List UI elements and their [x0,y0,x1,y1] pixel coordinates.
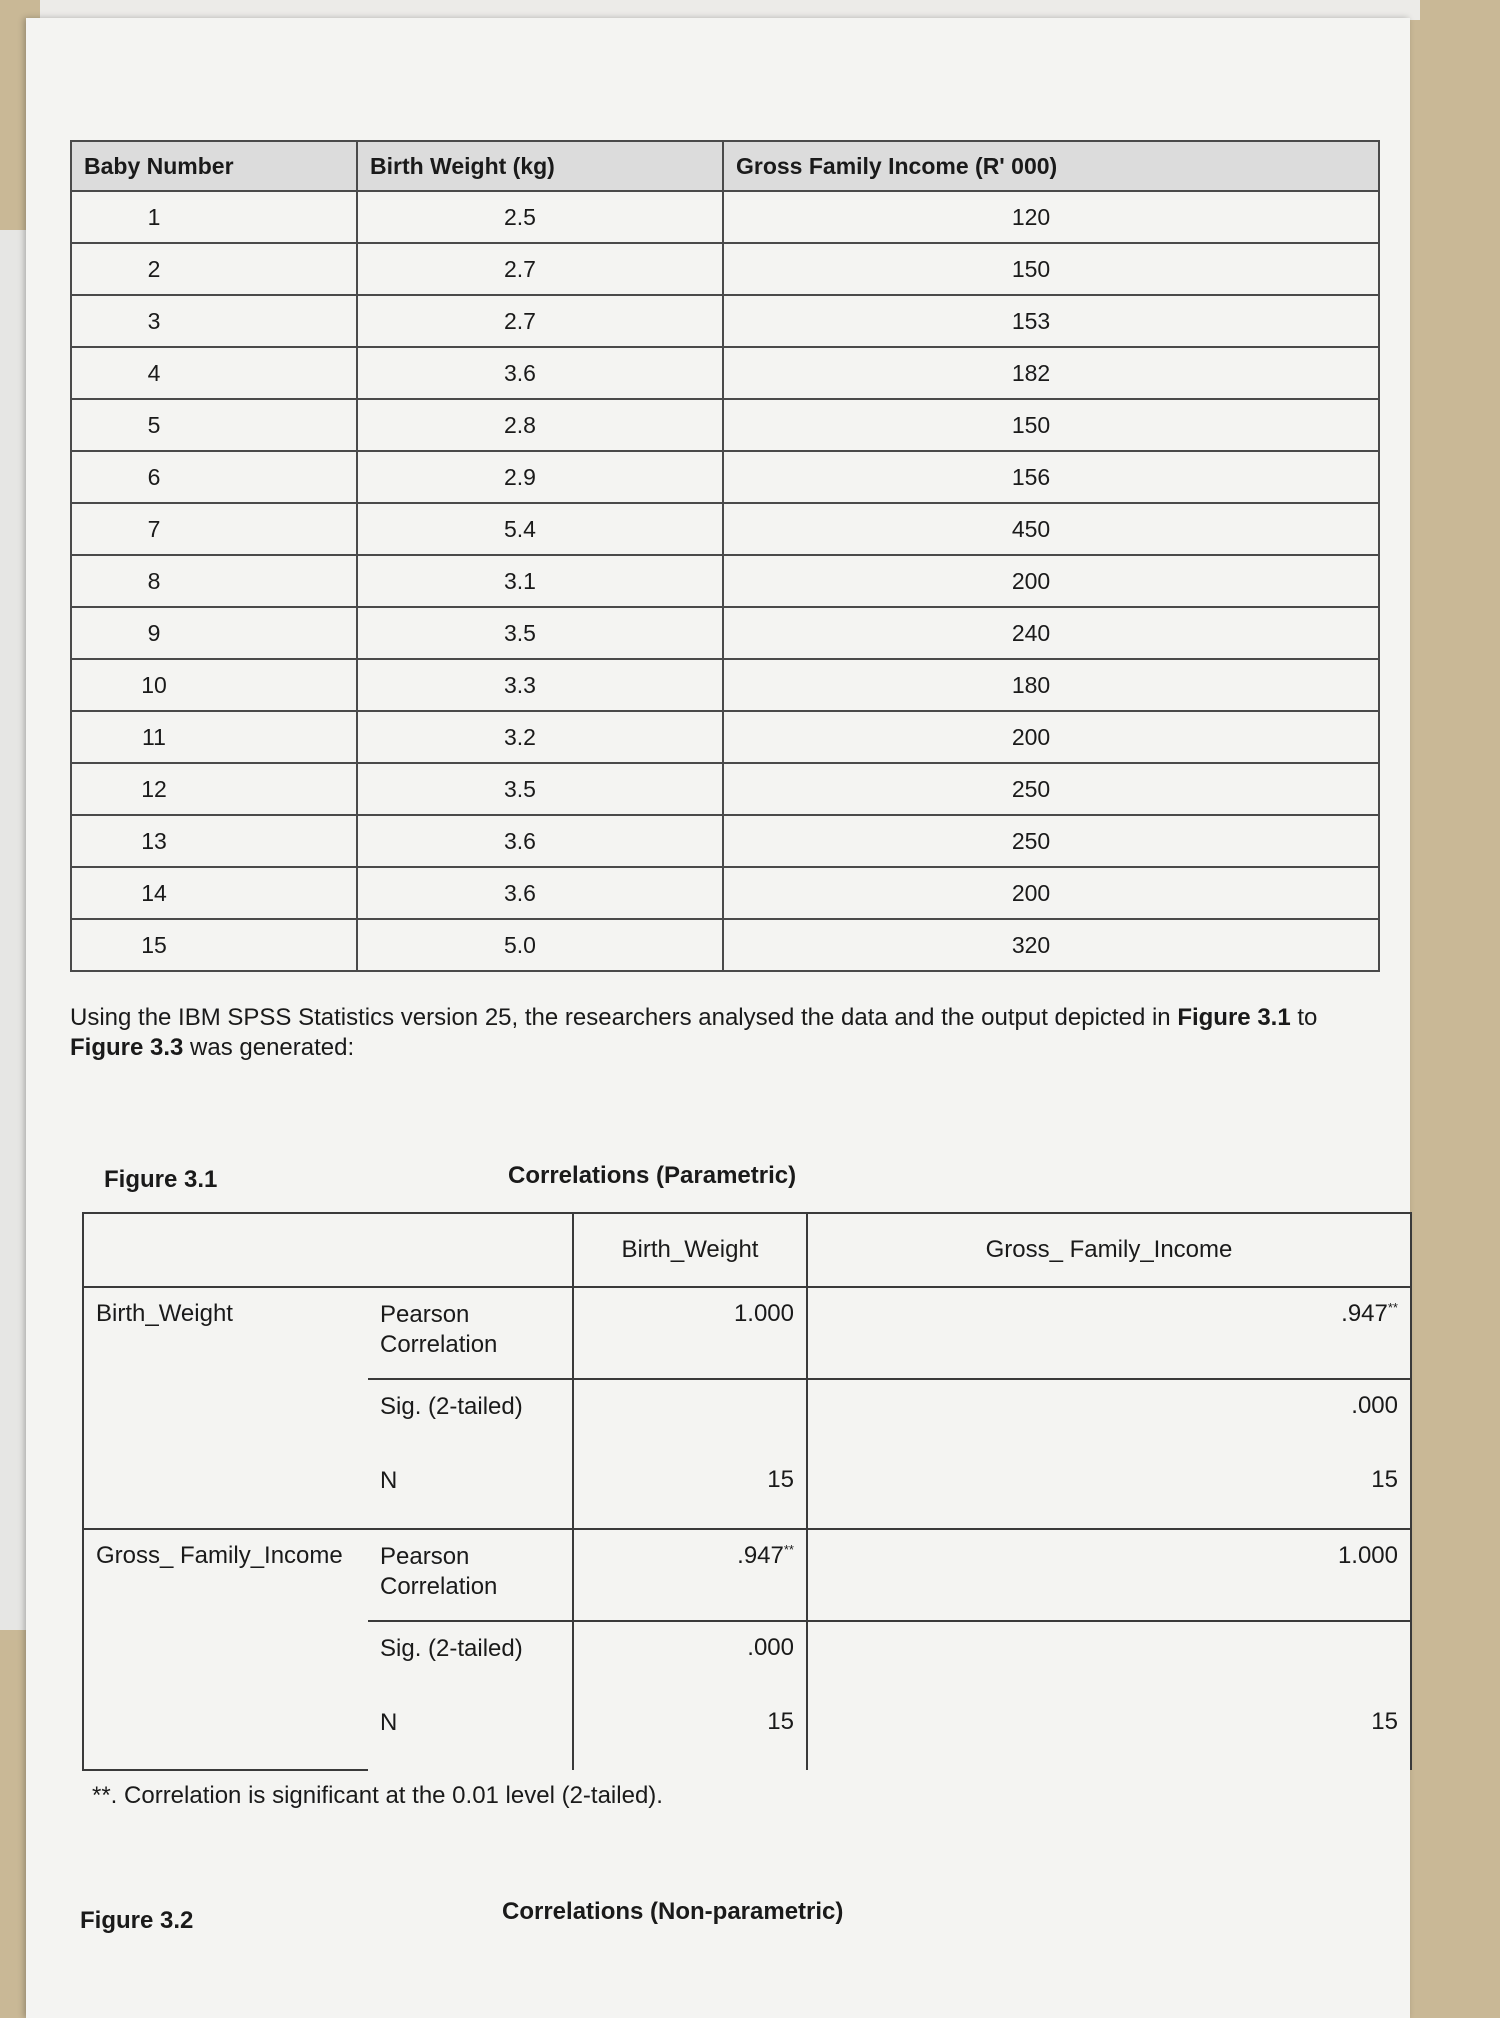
table-row [71,191,1379,243]
cell-income: 150 [723,243,1379,295]
cell-baby-number: 11 [71,711,357,763]
corr-value: .000 [747,1634,794,1661]
corr-value: .000 [1351,1392,1398,1419]
cell-birth-weight: 5.0 [357,919,723,971]
corr-value-cell [807,1529,1411,1621]
cell-birth-weight: 2.7 [357,295,723,347]
corr-row [83,1529,1411,1621]
cell-income: 120 [723,191,1379,243]
corr-value-cell [807,1696,1411,1770]
cell-income: 450 [723,503,1379,555]
corr-header-income: Gross_ Family_Income [807,1213,1411,1287]
para-figure-ref-a: Figure 3.1 [1177,1004,1291,1031]
table-row [71,295,1379,347]
corr-value: .947 [737,1542,784,1569]
cell-income: 156 [723,451,1379,503]
cell-income: 320 [723,919,1379,971]
table-row [71,919,1379,971]
cell-birth-weight: 2.7 [357,243,723,295]
cell-income: 180 [723,659,1379,711]
cell-baby-number: 5 [71,399,357,451]
corr-stat-label: Sig. (2-tailed) [368,1379,573,1454]
cell-baby-number: 6 [71,451,357,503]
header-birth-weight: Birth Weight (kg) [357,141,723,191]
header-income: Gross Family Income (R' 000) [723,141,1379,191]
table-row [71,503,1379,555]
corr-value-cell [807,1287,1411,1379]
cell-baby-number: 2 [71,243,357,295]
para-text-a: Using the IBM SPSS Statistics version 25, the researchers analysed the data and the output depicted in [70,1004,1178,1031]
cell-birth-weight: 3.6 [357,815,723,867]
cell-baby-number: 9 [71,607,357,659]
cell-baby-number: 3 [71,295,357,347]
cell-baby-number: 7 [71,503,357,555]
cell-income: 200 [723,711,1379,763]
birth-weight-table [70,140,1380,972]
cell-birth-weight: 2.9 [357,451,723,503]
cell-birth-weight: 3.5 [357,607,723,659]
corr-value: .947 [1341,1300,1388,1327]
cell-baby-number: 13 [71,815,357,867]
cell-birth-weight: 3.6 [357,347,723,399]
cell-income: 240 [723,607,1379,659]
cell-birth-weight: 3.2 [357,711,723,763]
corr-stat-label: N [368,1696,573,1770]
corr-variable-label: Birth_Weight [83,1287,368,1529]
figure-3-2-title: Correlations (Non-parametric) [502,1898,844,1925]
corr-value-cell [807,1621,1411,1696]
corr-value: 1.000 [1337,1542,1398,1569]
significance-marker: ** [783,1542,794,1557]
cell-income: 200 [723,867,1379,919]
corr-value-cell [573,1696,807,1770]
table-row [71,555,1379,607]
corr-header-empty [83,1213,573,1287]
corr-value: 15 [767,1708,794,1735]
cell-birth-weight: 2.5 [357,191,723,243]
significance-marker: ** [1387,1300,1398,1315]
cell-income: 250 [723,763,1379,815]
figure-3-1-title: Correlations (Parametric) [508,1162,797,1189]
table-row [71,815,1379,867]
cell-birth-weight: 3.5 [357,763,723,815]
para-figure-ref-b: Figure 3.3 [70,1034,184,1061]
cell-baby-number: 15 [71,919,357,971]
cell-birth-weight: 3.1 [357,555,723,607]
cell-baby-number: 1 [71,191,357,243]
para-text-c: was generated: [183,1034,355,1061]
corr-value-cell [573,1287,807,1379]
cell-income: 182 [723,347,1379,399]
para-text-b: to [1290,1004,1318,1031]
table-row [71,399,1379,451]
corr-value: 15 [1371,1466,1398,1493]
figure-3-2-label: Figure 3.2 [80,1907,194,1934]
table-row [71,607,1379,659]
table-row [71,763,1379,815]
corr-value-cell [573,1379,807,1454]
cell-birth-weight: 3.6 [357,867,723,919]
corr-value-cell [807,1379,1411,1454]
table-row [71,451,1379,503]
table-header-row [71,141,1379,191]
figure-3-1-label: Figure 3.1 [104,1166,218,1193]
corr-stat-label: Pearson Correlation [368,1529,573,1621]
correlation-table [82,1212,1412,1771]
table-row [71,659,1379,711]
cell-baby-number: 10 [71,659,357,711]
header-baby-number: Baby Number [71,141,357,191]
cell-income: 200 [723,555,1379,607]
corr-value-cell [573,1454,807,1529]
paper-edge [40,0,1420,20]
cell-income: 150 [723,399,1379,451]
corr-stat-label: Sig. (2-tailed) [368,1621,573,1696]
cell-baby-number: 14 [71,867,357,919]
table-row [71,711,1379,763]
corr-header-birth-weight: Birth_Weight [573,1213,807,1287]
cell-baby-number: 4 [71,347,357,399]
cell-birth-weight: 2.8 [357,399,723,451]
corr-value: 15 [767,1466,794,1493]
corr-value-cell [573,1529,807,1621]
cell-birth-weight: 5.4 [357,503,723,555]
corr-row [83,1287,1411,1379]
corr-variable-label: Gross_ Family_Income [83,1529,368,1770]
corr-value-cell [573,1621,807,1696]
table-row [71,347,1379,399]
cell-baby-number: 8 [71,555,357,607]
corr-value: 1.000 [733,1300,794,1327]
cell-baby-number: 12 [71,763,357,815]
intro-paragraph [70,1003,1390,1063]
corr-stat-label: N [368,1454,573,1529]
table-row [71,867,1379,919]
correlation-footnote: **. Correlation is significant at the 0.01 level (2-tailed). [92,1782,663,1809]
cell-income: 250 [723,815,1379,867]
table-row [71,243,1379,295]
corr-stat-label: Pearson Correlation [368,1287,573,1379]
cell-income: 153 [723,295,1379,347]
corr-value-cell [807,1454,1411,1529]
cell-birth-weight: 3.3 [357,659,723,711]
corr-value: 15 [1371,1708,1398,1735]
